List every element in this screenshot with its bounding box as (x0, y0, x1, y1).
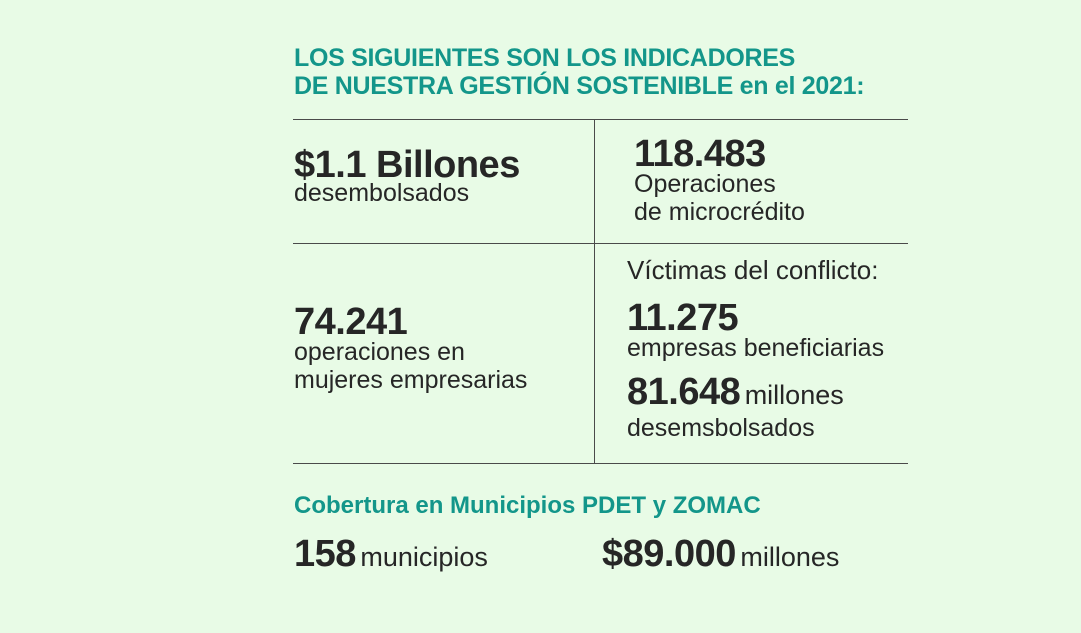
victims-amount-unit: millones (744, 380, 844, 410)
women-value: 74.241 (294, 301, 408, 343)
coverage-municipalities-value: 158 (294, 533, 356, 575)
victims-amount-label: desemsbolsados (627, 414, 815, 442)
heading-line-1: LOS SIGUIENTES SON LOS INDICADORES (294, 44, 795, 72)
victims-companies-label: empresas beneficiarias (627, 334, 885, 362)
disbursed-indicator (294, 145, 520, 207)
victims-title: Víctimas del conflicto: (627, 255, 879, 285)
microcredit-label-line-1: Operaciones (634, 170, 776, 198)
microcredit-indicator (634, 134, 805, 226)
coverage-municipalities-label: municipios (360, 542, 488, 572)
microcredit-label-line-2: de microcrédito (634, 198, 805, 226)
victims-indicator (627, 256, 884, 442)
column-divider (594, 119, 595, 464)
top-divider (293, 119, 908, 120)
women-label-line-1: operaciones en (294, 338, 465, 366)
women-label-line-2: mujeres empresarias (294, 366, 528, 394)
victims-companies-value: 11.275 (627, 297, 739, 339)
coverage-amount (602, 532, 839, 584)
coverage-title: Cobertura en Municipios PDET y ZOMAC (294, 492, 761, 519)
page-heading (294, 44, 994, 100)
bottom-divider (293, 463, 908, 464)
middle-divider (293, 243, 908, 244)
coverage-amount-label: millones (740, 542, 840, 572)
victims-amount-value: 81.648 (627, 371, 741, 413)
coverage-amount-value: $89.000 (602, 533, 736, 575)
heading-line-2: DE NUESTRA GESTIÓN SOSTENIBLE en el 2021: (294, 72, 865, 100)
women-indicator (294, 302, 527, 394)
victims-amount-row (627, 372, 884, 420)
disbursed-value: $1.1 Billones (294, 144, 520, 186)
disbursed-label: desembolsados (294, 179, 470, 207)
microcredit-value: 118.483 (634, 133, 766, 175)
coverage-municipalities (294, 532, 488, 584)
